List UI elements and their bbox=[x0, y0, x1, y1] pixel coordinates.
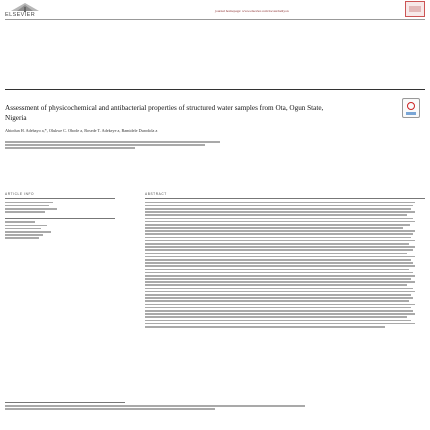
abstract-line bbox=[145, 284, 407, 286]
footnote-rule bbox=[5, 402, 125, 403]
article-info-heading: ARTICLE INFO bbox=[5, 192, 35, 196]
abstract-line bbox=[145, 313, 415, 315]
abstract-line bbox=[145, 320, 411, 322]
journal-cover-icon bbox=[405, 1, 425, 17]
abstract-section bbox=[145, 192, 425, 329]
abstract-line bbox=[145, 278, 411, 280]
abstract-line bbox=[145, 253, 407, 255]
header-divider bbox=[5, 19, 425, 20]
abstract-line bbox=[145, 291, 415, 293]
author-list: Abiodun H. Adebayo a,*, Olukwe C. Obode a, Bosede T. Adekeye a, Bamidele Durodola a bbox=[5, 128, 158, 133]
abstract-line bbox=[145, 205, 413, 207]
abstract-line bbox=[145, 233, 413, 235]
abstract-line bbox=[145, 221, 415, 223]
abstract-line bbox=[145, 214, 407, 216]
abstract-line bbox=[145, 272, 413, 274]
abstract-line bbox=[145, 240, 415, 242]
abstract-line bbox=[145, 275, 415, 277]
abstract-line bbox=[145, 243, 409, 245]
title-rule bbox=[5, 89, 425, 90]
abstract-line bbox=[145, 269, 409, 271]
abstract-line bbox=[145, 297, 413, 299]
journal-header bbox=[0, 0, 430, 22]
abstract-heading: ABSTRACT bbox=[145, 192, 167, 196]
abstract-line bbox=[145, 218, 413, 220]
abstract-line bbox=[145, 202, 415, 204]
abstract-line bbox=[145, 208, 411, 210]
abstract-line bbox=[145, 227, 403, 229]
abstract-line bbox=[145, 281, 415, 283]
abstract-line bbox=[145, 323, 415, 325]
article-title: Assessment of physicochemical and antibacterial properties of structured water samples from Ota, Ogun State, Nigeria bbox=[5, 104, 324, 122]
footnotes-block bbox=[5, 405, 425, 411]
abstract-line bbox=[145, 211, 415, 213]
abstract-line bbox=[145, 326, 385, 328]
abstract-line bbox=[145, 265, 415, 267]
abstract-line bbox=[145, 237, 411, 239]
article-info-section bbox=[5, 192, 115, 240]
abstract-line bbox=[145, 316, 407, 318]
keywords-block bbox=[5, 218, 115, 239]
check-for-updates-icon[interactable] bbox=[402, 98, 420, 118]
abstract-line bbox=[145, 262, 413, 264]
journal-homepage-link[interactable]: journal homepage: www.elsevier.com/locate/heliyon bbox=[215, 9, 289, 13]
abstract-line bbox=[145, 304, 415, 306]
abstract-line bbox=[145, 259, 411, 261]
affiliations-block bbox=[5, 141, 225, 151]
abstract-line bbox=[145, 224, 410, 226]
abstract-line bbox=[145, 310, 413, 312]
abstract-line bbox=[145, 307, 411, 309]
publisher-name: ELSEVIER bbox=[5, 12, 36, 18]
abstract-line bbox=[145, 249, 413, 251]
elsevier-tree-logo-icon bbox=[5, 0, 45, 12]
abstract-line bbox=[145, 288, 413, 290]
abstract-line bbox=[145, 294, 411, 296]
abstract-body bbox=[145, 202, 425, 328]
abstract-line bbox=[145, 300, 409, 302]
abstract-line bbox=[145, 256, 415, 258]
abstract-line bbox=[145, 246, 415, 248]
abstract-line bbox=[145, 230, 415, 232]
